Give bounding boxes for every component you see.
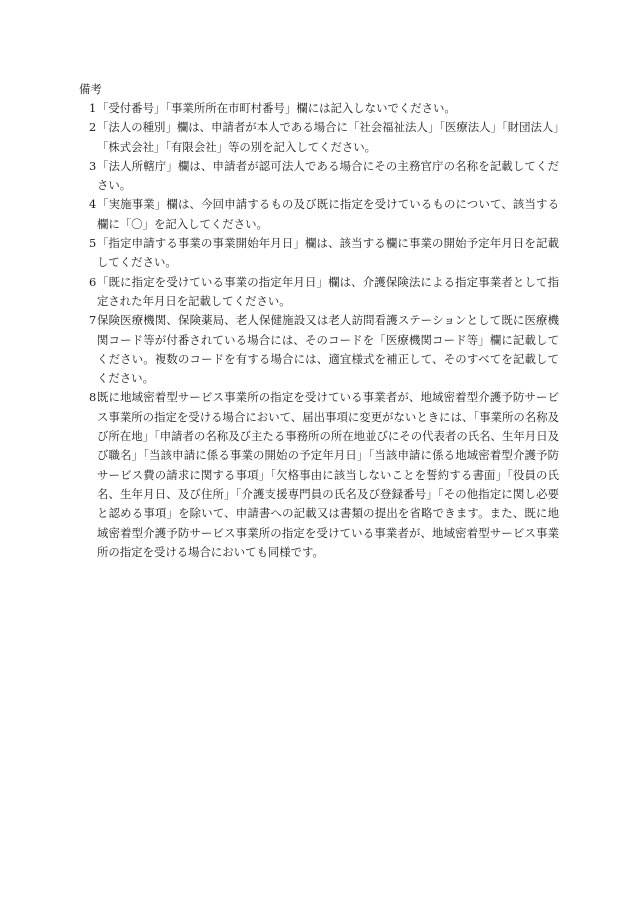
note-number: 1 — [89, 101, 97, 115]
note-item-1 — [79, 99, 559, 118]
notes-heading: 備考 — [79, 82, 102, 96]
note-text: 「法人所轄庁」欄は、申請者が認可法人である場合にその主務官庁の名称を記載してください。 — [97, 158, 559, 193]
note-number: 8 — [89, 390, 97, 405]
note-text: 既に地域密着型サービス事業所の指定を受けている事業者が、地域密着型介護予防サービス事業所の指定を受ける場合において、届出事項に変更がないときには、「事業所の名称及び所在地」「申請者の名称及び主たる事務所の所在地並びにその代表者の氏名、生年月日及び職名」「当該申請に係る事業の開始の予定年月日」「当該申請に係る地域密着型介護予防サービス費の請求に関する事項」「欠格事由に該当しないことを誓約する書面」「役員の氏名、生年月日、及び住所」「介護支援専門員の氏名及び登録番号」「その他指定に関し必要と認める事項」を除いて、申請書への記載又は書類の提出を省略できます。また、既に地域密着型介護予防サービス事業所の指定を受けている事業者が、地域密着型サービス事業所の指定を受ける場合においても同様です。 — [97, 390, 559, 559]
note-item-8 — [79, 388, 559, 562]
note-text: 「受付番号」「事業所所在市町村番号」欄には記入しないでください。 — [97, 101, 456, 115]
note-item-3 — [79, 157, 559, 196]
note-text: 保険医療機関、保険薬局、老人保健施設又は老人訪問看護ステーションとして既に医療機関コード等が付番されている場合には、そのコードを「医療機関コード等」欄に記載してください。複数のコードを有する場合には、適宜様式を補正して、そのすべてを記載してください。 — [97, 313, 559, 386]
note-text: 「法人の種別」欄は、申請者が本人である場合に「社会福祉法人」「医療法人」「財団法人」「株式会社」「有限会社」等の別を記入してください。 — [97, 120, 559, 154]
note-number: 6 — [89, 274, 97, 289]
note-item-5 — [79, 234, 559, 273]
note-text: 「既に指定を受けている事業の指定年月日」欄は、介護保険法による指定事業者として指定された年月日を記載してください。 — [97, 274, 559, 308]
note-number: 3 — [89, 158, 97, 173]
note-number: 5 — [89, 236, 97, 251]
note-text: 「実施事業」欄は、今回申請するもの及び既に指定を受けているものについて、該当する欄に「〇」を記入してください。 — [97, 197, 559, 231]
note-item-4 — [79, 195, 559, 234]
note-number: 2 — [89, 120, 97, 135]
note-item-7 — [79, 311, 559, 388]
note-number: 7 — [89, 313, 97, 328]
note-item-6 — [79, 273, 559, 312]
note-text: 「指定申請する事業の事業開始年月日」欄は、該当する欄に事業の開始予定年月日を記載してください。 — [97, 236, 559, 270]
notes-list — [79, 99, 559, 562]
note-number: 4 — [89, 197, 97, 212]
note-item-2 — [79, 118, 559, 157]
